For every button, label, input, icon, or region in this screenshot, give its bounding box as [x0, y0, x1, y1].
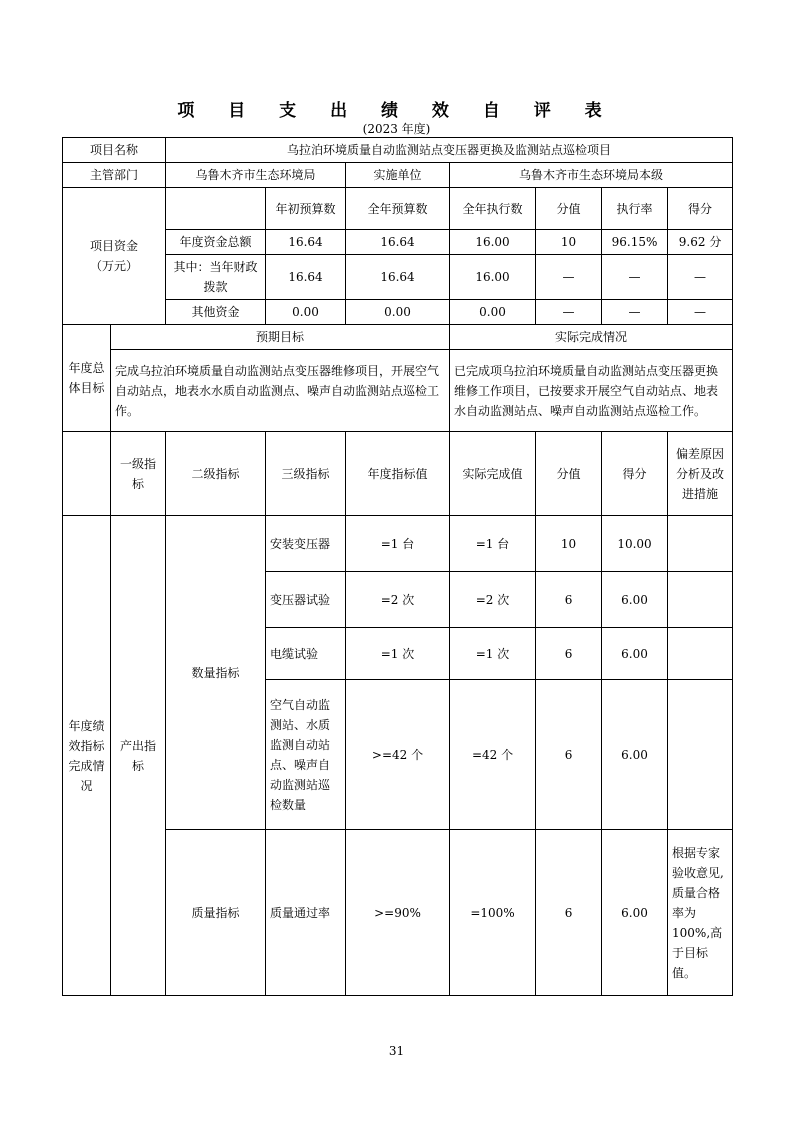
indicator-name: 质量通过率 — [266, 830, 346, 996]
goals-expected-header: 预期目标 — [111, 325, 450, 350]
funds-cell: — — [668, 300, 733, 325]
funds-cell: 16.64 — [346, 230, 450, 255]
level1-output-label: 产出指标 — [111, 516, 166, 996]
funds-cell: 9.62 分 — [668, 230, 733, 255]
funds-cell: — — [668, 255, 733, 300]
indicator-note — [668, 680, 733, 830]
funds-cell: — — [602, 255, 668, 300]
indicators-header-level3: 三级指标 — [266, 432, 346, 516]
page-title: 项 目 支 出 绩 效 自 评 表 — [177, 101, 616, 121]
goals-expected-text: 完成乌拉泊环境质量自动监测站点变压器维修项目，开展空气自动站点，地表水水质自动监测点、噪声自动监测站点巡检工作。 — [111, 350, 450, 432]
indicators-corner — [63, 432, 111, 516]
goals-label: 年度总体目标 — [63, 325, 111, 432]
unit-value: 乌鲁木齐市生态环境局本级 — [450, 163, 733, 188]
funds-cell: 16.00 — [450, 230, 536, 255]
funds-cell: 16.64 — [346, 255, 450, 300]
funds-cell: — — [602, 300, 668, 325]
funds-row-label: 其中：当年财政拨款 — [166, 255, 266, 300]
indicators-header-deviation: 偏差原因分析及改进措施 — [668, 432, 733, 516]
indicator-weight: 10 — [536, 516, 602, 572]
self-evaluation-table — [62, 137, 733, 996]
funds-row-label: 年度资金总额 — [166, 230, 266, 255]
indicator-target: =1 台 — [346, 516, 450, 572]
indicators-header-level1: 一级指标 — [111, 432, 166, 516]
indicator-score: 10.00 — [602, 516, 668, 572]
funds-label: 项目资金 （万元） — [63, 188, 166, 325]
funds-cell: — — [536, 255, 602, 300]
indicator-actual: =1 次 — [450, 628, 536, 680]
performance-section-label: 年度绩效指标完成情况 — [63, 516, 111, 996]
indicators-header-score: 得分 — [602, 432, 668, 516]
indicator-name: 电缆试验 — [266, 628, 346, 680]
funds-header-rate: 执行率 — [602, 188, 668, 230]
indicator-target: =2 次 — [346, 572, 450, 628]
indicator-note — [668, 572, 733, 628]
funds-cell: 16.64 — [266, 230, 346, 255]
indicator-name: 变压器试验 — [266, 572, 346, 628]
indicator-weight: 6 — [536, 830, 602, 996]
dept-value: 乌鲁木齐市生态环境局 — [166, 163, 346, 188]
indicator-note: 根据专家验收意见,质量合格率为 100%,高于目标值。 — [668, 830, 733, 996]
indicator-note — [668, 516, 733, 572]
indicator-target: >=42 个 — [346, 680, 450, 830]
indicator-actual: =2 次 — [450, 572, 536, 628]
indicator-score: 6.00 — [602, 572, 668, 628]
funds-header-score: 得分 — [668, 188, 733, 230]
indicator-weight: 6 — [536, 680, 602, 830]
indicator-actual: =1 台 — [450, 516, 536, 572]
funds-cell: 0.00 — [266, 300, 346, 325]
funds-cell: 16.64 — [266, 255, 346, 300]
indicators-header-level2: 二级指标 — [166, 432, 266, 516]
quantity-indicator-label: 数量指标 — [166, 516, 266, 830]
unit-label: 实施单位 — [346, 163, 450, 188]
indicators-header-weight: 分值 — [536, 432, 602, 516]
indicator-note — [668, 628, 733, 680]
funds-header-annual-budget: 全年预算数 — [346, 188, 450, 230]
indicator-actual: =100% — [450, 830, 536, 996]
indicator-score: 6.00 — [602, 830, 668, 996]
goals-actual-text: 已完成项乌拉泊环境质量自动监测站点变压器更换维修工作项目，已按要求开展空气自动站点、地表水自动监测站点、噪声自动监测站点巡检工作。 — [450, 350, 733, 432]
funds-header-executed: 全年执行数 — [450, 188, 536, 230]
funds-cell: 16.00 — [450, 255, 536, 300]
funds-row-label: 其他资金 — [166, 300, 266, 325]
indicators-header-actual: 实际完成值 — [450, 432, 536, 516]
funds-corner — [166, 188, 266, 230]
project-name-label: 项目名称 — [63, 138, 166, 163]
project-name: 乌拉泊环境质量自动监测站点变压器更换及监测站点巡检项目 — [166, 138, 733, 163]
funds-header-initial-budget: 年初预算数 — [266, 188, 346, 230]
indicator-weight: 6 — [536, 572, 602, 628]
page-number: 31 — [388, 1044, 405, 1058]
report-year: (2023 年度) — [362, 122, 431, 136]
indicator-score: 6.00 — [602, 628, 668, 680]
funds-cell: — — [536, 300, 602, 325]
indicators-header-target: 年度指标值 — [346, 432, 450, 516]
goals-actual-header: 实际完成情况 — [450, 325, 733, 350]
funds-cell: 96.15% — [602, 230, 668, 255]
indicator-name: 安装变压器 — [266, 516, 346, 572]
indicator-score: 6.00 — [602, 680, 668, 830]
indicator-weight: 6 — [536, 628, 602, 680]
indicator-actual: =42 个 — [450, 680, 536, 830]
indicator-target: =1 次 — [346, 628, 450, 680]
dept-label: 主管部门 — [63, 163, 166, 188]
funds-cell: 0.00 — [346, 300, 450, 325]
quality-indicator-label: 质量指标 — [166, 830, 266, 996]
funds-cell: 0.00 — [450, 300, 536, 325]
indicator-name: 空气自动监测站、水质监测自动站点、噪声自动监测站巡检数量 — [266, 680, 346, 830]
funds-header-weight: 分值 — [536, 188, 602, 230]
funds-cell: 10 — [536, 230, 602, 255]
indicator-target: >=90% — [346, 830, 450, 996]
